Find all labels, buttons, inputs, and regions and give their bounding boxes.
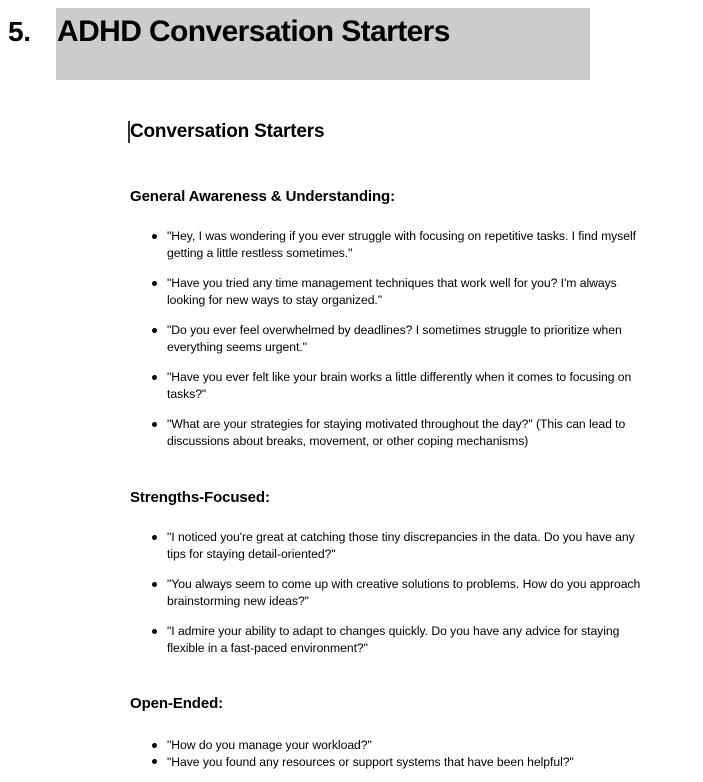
document-body [0, 82, 703, 770]
section-general-awareness [130, 187, 653, 449]
bullet-list [130, 737, 653, 770]
document-content-column [0, 120, 703, 770]
list-item[interactable] [130, 754, 653, 771]
section-heading: General Awareness & Understanding: [130, 188, 396, 205]
list-item[interactable] [130, 623, 653, 656]
list-item[interactable] [130, 228, 653, 261]
section-open-ended [130, 694, 653, 770]
list-item-text: "You always seem to come up with creative solutions to problems. How do you approach brainstorming new ideas?" [167, 577, 641, 608]
list-item[interactable] [130, 529, 653, 562]
title-number: 5. [8, 16, 31, 47]
bullet-marker-icon [152, 535, 157, 540]
bullet-marker-icon [152, 582, 157, 587]
bullet-marker-icon [152, 629, 157, 634]
bullet-marker-icon [152, 328, 157, 333]
bullet-list [130, 228, 653, 449]
text-caret-icon [128, 121, 130, 143]
document-title-row [0, 0, 703, 82]
document-heading-wrap [130, 120, 653, 144]
section-heading: Strengths-Focused: [130, 489, 270, 506]
list-item-text: "How do you manage your workload?" [167, 738, 372, 752]
bullet-list [130, 529, 653, 656]
bullet-marker-icon [152, 759, 157, 764]
list-item[interactable] [130, 576, 653, 609]
section-heading: Open-Ended: [130, 695, 224, 712]
bullet-marker-icon [152, 422, 157, 427]
list-item-text: "Do you ever feel overwhelmed by deadlines? I sometimes struggle to prioritize when everything seems urgent." [167, 323, 622, 354]
list-item[interactable] [130, 416, 653, 449]
list-item-text: "I noticed you're great at catching those tiny discrepancies in the data. Do you have any tips for staying detail-oriented?" [167, 530, 635, 561]
document-heading[interactable]: Conversation Starters [130, 121, 325, 142]
bullet-marker-icon [152, 743, 157, 748]
list-item-text: "Have you tried any time management techniques that work well for you? I'm always looking for new ways to stay organized." [167, 276, 617, 307]
list-item-text: "What are your strategies for staying motivated throughout the day?" (This can lead to discussions about breaks, movement, or other coping mechanisms) [167, 417, 626, 448]
section-strengths-focused [130, 488, 653, 656]
list-item[interactable] [130, 369, 653, 402]
list-item-text: "Have you ever felt like your brain works a little differently when it comes to focusing on tasks?" [167, 370, 632, 401]
list-item[interactable] [130, 275, 653, 308]
title-text: ADHD Conversation Starters [57, 15, 450, 48]
bullet-marker-icon [152, 281, 157, 286]
list-item-text: "Hey, I was wondering if you ever struggle with focusing on repetitive tasks. I find myself getting a little restless sometimes." [167, 229, 636, 260]
list-item-text: "I admire your ability to adapt to changes quickly. Do you have any advice for staying flexible in a fast-paced environment?" [167, 624, 620, 655]
list-item[interactable] [130, 322, 653, 355]
list-item-text: "Have you found any resources or support systems that have been helpful?" [167, 754, 574, 769]
bullet-marker-icon [152, 375, 157, 380]
list-item[interactable] [130, 737, 653, 754]
bullet-marker-icon [152, 234, 157, 239]
